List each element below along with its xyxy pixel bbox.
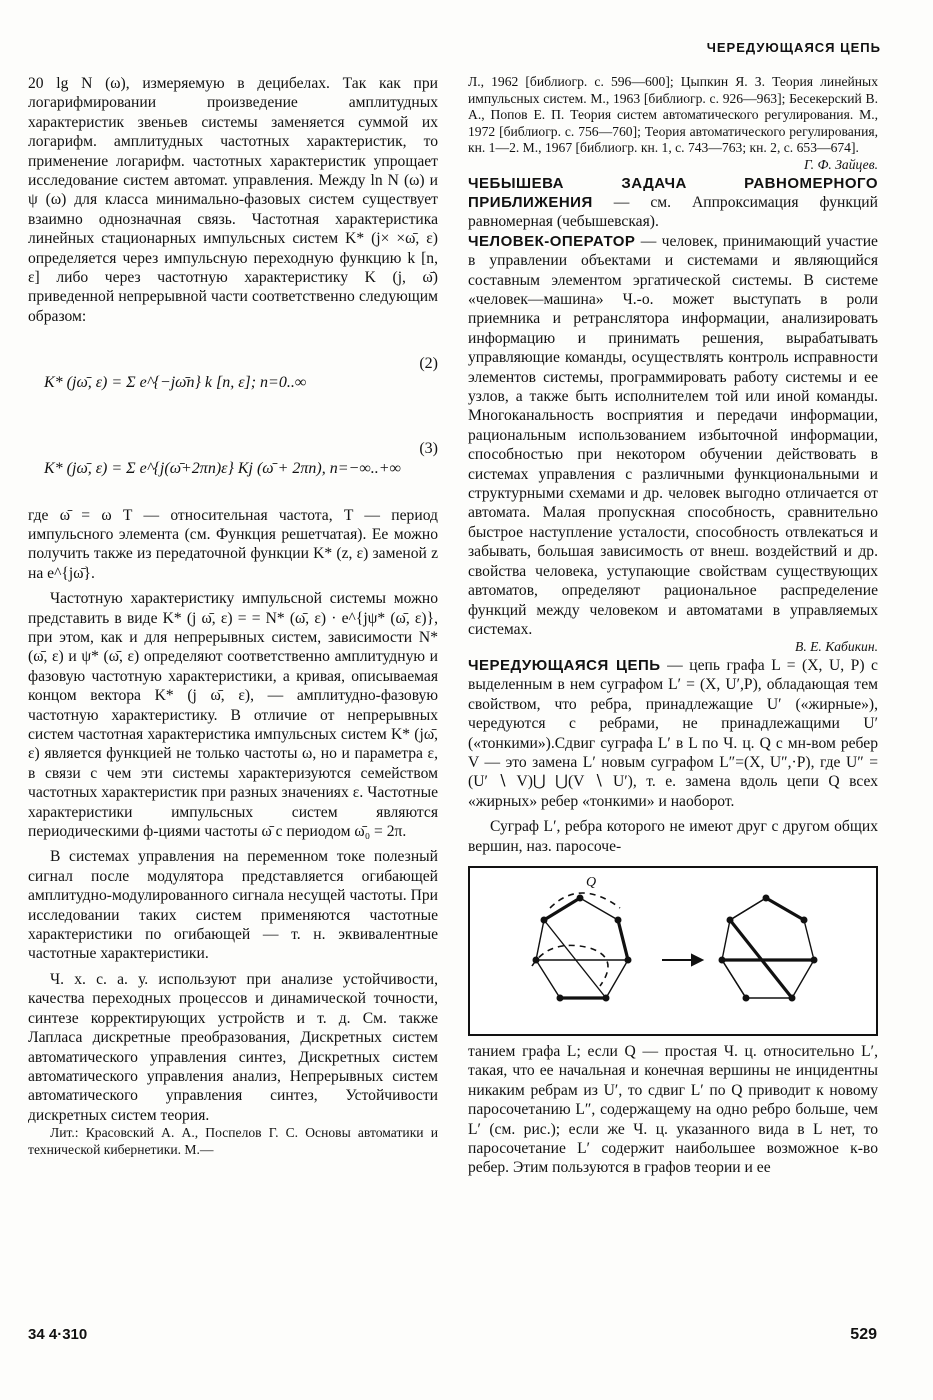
literature-continued: Л., 1962 [библиогр. с. 596—600]; Цыпкин Я. З. Теория линейных импульсных систем. М., 1963 [библиогр. с. 926—963]; Бесекерский В. А., Попов Е. П. Теория систем автоматического регулирования. М., 1972 [библиогр. с. 756—760]; Теория автоматического регулирования, кн. 1—2. М., 1967 [библиогр. кн. 1, с. 743—763; кн. 2, с. 653—674]. (468, 74, 878, 156)
left-column (28, 74, 438, 1158)
arrow-icon (662, 955, 702, 965)
entry-alternating-chain (468, 656, 878, 811)
formula-number: (2) (419, 354, 438, 372)
entry-chebyshev (468, 174, 878, 232)
paragraph: 20 lg N (ω), измеряемую в децибелах. Так как при логарифмировании произведение амплитудных характеристик звеньев системы заменяется суммой их логарифм. амплитудных частотных характеристик, то применение логарифм. частотных характеристик упрощает исследование систем автомат. управления. Между ln N (ω) и ψ (ω) для класса минимально-фазовых систем существует взаимно однозначная связь. Частотная характеристика линейных стационарных импульсных систем K* (j× ×ω̄, ε) определяется через импульсную переходную функцию k [n, ε] либо через частотную характеристику K (j, ω̄) приведенной непрерывной части соответственно следующим образом: (28, 75, 438, 325)
author-signature: Г. Ф. Зайцев. (803, 156, 878, 172)
right-column (468, 74, 878, 1178)
graph-figure (468, 866, 878, 1036)
entry-human-operator (468, 232, 878, 640)
entry-term: ЧЕРЕДУЮЩАЯСЯ ЦЕПЬ (468, 656, 661, 674)
formula-text: K* (jω̄, ε) = Σ e^{−jω̄n} k [n, ε]; n=0..∞ (44, 374, 307, 392)
footer-signature-mark: 34 4·310 (28, 1326, 88, 1343)
entry-text: — см. Аппроксимация функций равномерная (чебышевская). (468, 193, 878, 231)
entry-text: — цепь графа L = (X, U, P) с выделенным в нем суграфом L′ = (X, U′,P), обладающая тем свойством, что ребра, принадлежащие U′ («жирные»), чередуются с ребрами, не принадлежащими U′ («тонкими»).Сдвиг суграфа L′ в L по Ч. ц. Q с мн-вом ребер V — это замена L′ новым суграфом L″=(X, U″,·P), где U″ =(U′ ∖ V)⋃ ⋃(V ∖ U′), т. е. замена вдоль цепи Q всех «жирных» ребер «тонкими» и наоборот. (468, 656, 878, 810)
figure-label-q: Q (586, 874, 597, 890)
paragraph: танием графа L; если Q — простая Ч. ц. относительно L′, такая, что ее начальная и конечная вершины не инцидентны никаким ребрам из U′, то сдвиг L′ по Q приводит к новому паросочетанию L″, содержащему на одно ребро больше, чем L′ (см. рис.); если же Ч. ц. указанного вида в L нет, то паросочетание L′ содержит наибольшее возможное к-во ребер. Этим пользуются в графов теории и ее (468, 1042, 878, 1177)
paragraph: где ω̄ = ω T — относительная частота, T — период импульсного элемента (см. Функция решетчатая). Ее можно получить также из передаточной функции K* (z, ε) заменой z на e^{jω̄}. (28, 506, 438, 582)
literature: Лит.: Красовский А. А., Поспелов Г. С. Основы автоматики и технической кибернетики. М.— (28, 1125, 438, 1157)
formula-text: K* (jω̄, ε) = Σ e^{j(ω̄+2πn)ε} Kj (ω̄ + 2πn), n=−∞..+∞ (44, 459, 401, 477)
paragraph: Суграф L′, ребра которого не имеют друг с другом общих вершин, наз. паросоче- (468, 818, 878, 855)
paragraph: В системах управления на переменном токе полезный сигнал после модулятора представляется огибающей амплитудно-модулированного сигнала несущей частоты. При исследовании таких систем применяются частотные характеристики по огибающей — т. н. эквивалентные частотные характеристики. (28, 848, 438, 963)
entry-term: ЧЕБЫШЕВА ЗАДАЧА РАВНОМЕРНОГО ПРИБЛИЖЕНИЯ (468, 174, 878, 211)
formula-3 (28, 420, 438, 498)
formula-number: (3) (419, 440, 438, 458)
formula-2 (28, 334, 438, 412)
page-number: 529 (850, 1326, 877, 1343)
author-signature: В. Е. Кабикин. (795, 639, 878, 655)
paragraph: Ч. х. с. а. у. используют при анализе устойчивости, качества переходных процессов и динамической точности, синтезе корректирующих устройств и т. д. См. также Лапласа дискретные преобразования, Дискретных систем автоматического управления синтез, Дискретных систем автоматического управления анализ, Непрерывных систем автоматического управления синтез, Устойчивости дискретных систем теория. (28, 970, 438, 1124)
entry-term: ЧЕЛОВЕК-ОПЕРАТОР (468, 232, 636, 250)
entry-text: — человек, принимающий участие в управлении объектами и системами и являющийся составным элементом эргатической системы. В системе «человек—машина» Ч.-о. может выступать в роли приемника и ретранслятора информации, анализировать информацию и принимать решения, вырабатывать управляющие команды, осуществлять контроль исправности элементов системы, программировать работу системы и ее узлов, а также быть исполнителем той или иной команды. Многоканальность восприятия и передачи информации, рациональным использованием избыточной информации, способностью при некотором обучении действовать в системах управления с различными функциональными и структурными схемами и др. человек выгодно отличается от автомата. Малая пропускная способность, сравнительно быстрое наступление усталости, способность отвлекаться и забывать, большая зависимость от внеш. воздействий и др. свойства человека, уступающие свойствам существующих автоматов, определяют рациональное распределение функций между человеком и автоматами в управляемых системах. (468, 232, 878, 638)
paragraph: Частотную характеристику импульсной системы можно представить в виде K* (j ω̄, ε) = = N* (ω̄, ε) · e^{jψ* (ω̄, ε)}, при этом, как и для непрерывных систем, зависимости N* (ω̄, ε) и ψ* (ω̄, ε) определяют соответственно амплитудную и фазовую частотную характеристики, а кривая, описываемая концом вектора K* (j ω̄, ε), — амплитудно-фазовую частотную характеристику. В отличие от непрерывных систем частотная характеристика импульсных систем K* (jω̄, ε) является функцией не только частоты ω, но и параметра ε, в связи с чем эти системы характеризуются семейством частотных характеристик при разных значениях ε. Частотные характеристики импульсных систем являются периодическими ф-циями частоты ω̄ с периодом ω̄₀ = 2π. (28, 590, 438, 841)
graph-diagram (470, 868, 876, 1034)
running-header: ЧЕРЕДУЮЩАЯСЯ ЦЕПЬ (706, 40, 881, 55)
